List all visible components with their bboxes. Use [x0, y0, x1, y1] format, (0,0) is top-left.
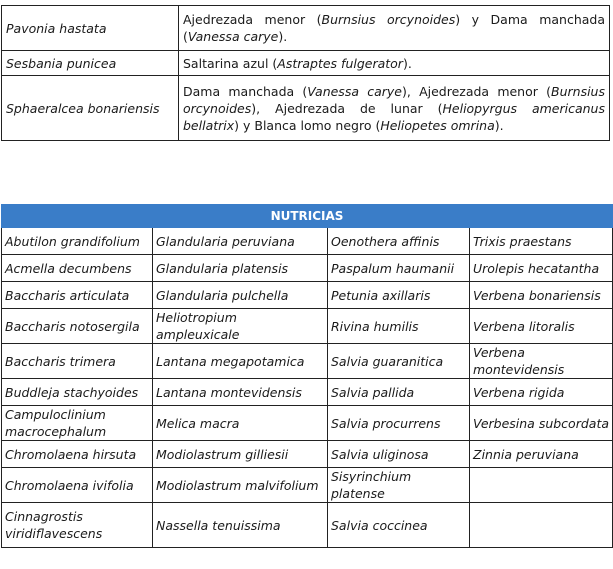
table-row: [2, 379, 613, 406]
table-row: [2, 51, 610, 76]
nutricia-species-cell: Modiolastrum malvifolium: [153, 468, 328, 503]
butterfly-species-description: [179, 51, 610, 76]
nutricia-species-cell: Baccharis trimera: [2, 344, 153, 379]
scientific-name: Heliopyrgus americanus bellatrix: [183, 100, 605, 133]
nutricia-species-cell: Nassella tenuissima: [153, 503, 328, 548]
nutricia-species-cell: Baccharis notosergila: [2, 309, 153, 344]
nutricias-table-body: [2, 228, 613, 548]
table-row: [2, 228, 613, 255]
nutricia-species-cell: Lantana megapotamica: [153, 344, 328, 379]
nutricia-species-cell: [470, 468, 613, 503]
nutricia-species-cell: Salvia guaranitica: [328, 344, 470, 379]
table-row: [2, 282, 613, 309]
scientific-name: Astraptes fulgerator: [277, 55, 403, 71]
nutricia-species-cell: Paspalum haumanii: [328, 255, 470, 282]
nutricia-species-cell: Verbena rigida: [470, 379, 613, 406]
nutricia-species-cell: Modiolastrum gilliesii: [153, 441, 328, 468]
nutricia-species-cell: Cinnagrostis viridiflavescens: [2, 503, 153, 548]
nutricia-species-cell: Baccharis articulata: [2, 282, 153, 309]
nutricia-species-cell: Abutilon grandifolium: [2, 228, 153, 255]
common-name-text: ).: [402, 55, 412, 71]
nutricia-species-cell: [470, 503, 613, 548]
common-name-text: Dama manchada (: [183, 83, 308, 99]
host-plants-table: [1, 5, 610, 141]
nutricia-species-cell: Petunia axillaris: [328, 282, 470, 309]
table-row: [2, 468, 613, 503]
table-row: [2, 76, 610, 141]
table-row: [2, 255, 613, 282]
nutricia-species-cell: Salvia uliginosa: [328, 441, 470, 468]
nutricia-species-cell: Oenothera affinis: [328, 228, 470, 255]
scientific-name: Burnsius orcynoides: [183, 83, 605, 116]
common-name-text: ) y Blanca lomo negro (: [234, 117, 381, 133]
nutricia-species-cell: Verbena litoralis: [470, 309, 613, 344]
nutricia-species-cell: Campuloclinium macrocephalum: [2, 406, 153, 441]
nutricia-species-cell: Chromolaena hirsuta: [2, 441, 153, 468]
nutricias-table: [1, 204, 613, 548]
nutricia-species-cell: Trixis praestans: [470, 228, 613, 255]
scientific-name: Vanessa carye: [307, 83, 402, 99]
common-name-text: ).: [494, 117, 504, 133]
table-row: [2, 441, 613, 468]
nutricia-species-cell: Glandularia pulchella: [153, 282, 328, 309]
common-name-text: ).: [278, 29, 288, 44]
nutricia-species-cell: Verbena montevidensis: [470, 344, 613, 379]
host-plant-name: Sesbania punicea: [2, 51, 179, 76]
nutricia-species-cell: Lantana montevidensis: [153, 379, 328, 406]
nutricia-species-cell: Heliotropium ampleuxicale: [153, 309, 328, 344]
nutricia-species-cell: Chromolaena ivifolia: [2, 468, 153, 503]
butterfly-species-description: [179, 6, 610, 51]
table-row: [2, 6, 610, 51]
nutricias-header: NUTRICIAS: [2, 205, 613, 228]
table-row: [2, 503, 613, 548]
host-plant-name: Sphaeralcea bonariensis: [2, 76, 179, 141]
scientific-name: Heliopetes omrina: [380, 117, 495, 133]
common-name-text: ) y Dama manchada (: [183, 12, 605, 44]
common-name-text: ), Ajedrezada menor (: [401, 83, 552, 99]
common-name-text: Ajedrezada menor (: [183, 12, 322, 27]
host-plants-table-body: [2, 6, 610, 141]
nutricia-species-cell: Urolepis hecatantha: [470, 255, 613, 282]
nutricia-species-cell: Verbena bonariensis: [470, 282, 613, 309]
nutricia-species-cell: Sisyrinchium platense: [328, 468, 470, 503]
host-plant-name: Pavonia hastata: [2, 6, 179, 51]
nutricia-species-cell: Zinnia peruviana: [470, 441, 613, 468]
nutricia-species-cell: Acmella decumbens: [2, 255, 153, 282]
scientific-name: Burnsius orcynoides: [321, 12, 456, 27]
common-name-text: Saltarina azul (: [183, 55, 278, 71]
nutricia-species-cell: Rivina humilis: [328, 309, 470, 344]
nutricia-species-cell: Melica macra: [153, 406, 328, 441]
nutricia-species-cell: Verbesina subcordata: [470, 406, 613, 441]
nutricia-species-cell: Glandularia platensis: [153, 255, 328, 282]
common-name-text: ), Ajedrezada de lunar (: [251, 100, 443, 116]
table-row: [2, 309, 613, 344]
table-row: [2, 344, 613, 379]
nutricia-species-cell: Salvia procurrens: [328, 406, 470, 441]
table-row: [2, 406, 613, 441]
nutricia-species-cell: Glandularia peruviana: [153, 228, 328, 255]
nutricia-species-cell: Salvia coccinea: [328, 503, 470, 548]
nutricia-species-cell: Buddleja stachyoides: [2, 379, 153, 406]
butterfly-species-description: [179, 76, 610, 141]
nutricia-species-cell: Salvia pallida: [328, 379, 470, 406]
scientific-name: Vanessa carye: [187, 29, 279, 44]
